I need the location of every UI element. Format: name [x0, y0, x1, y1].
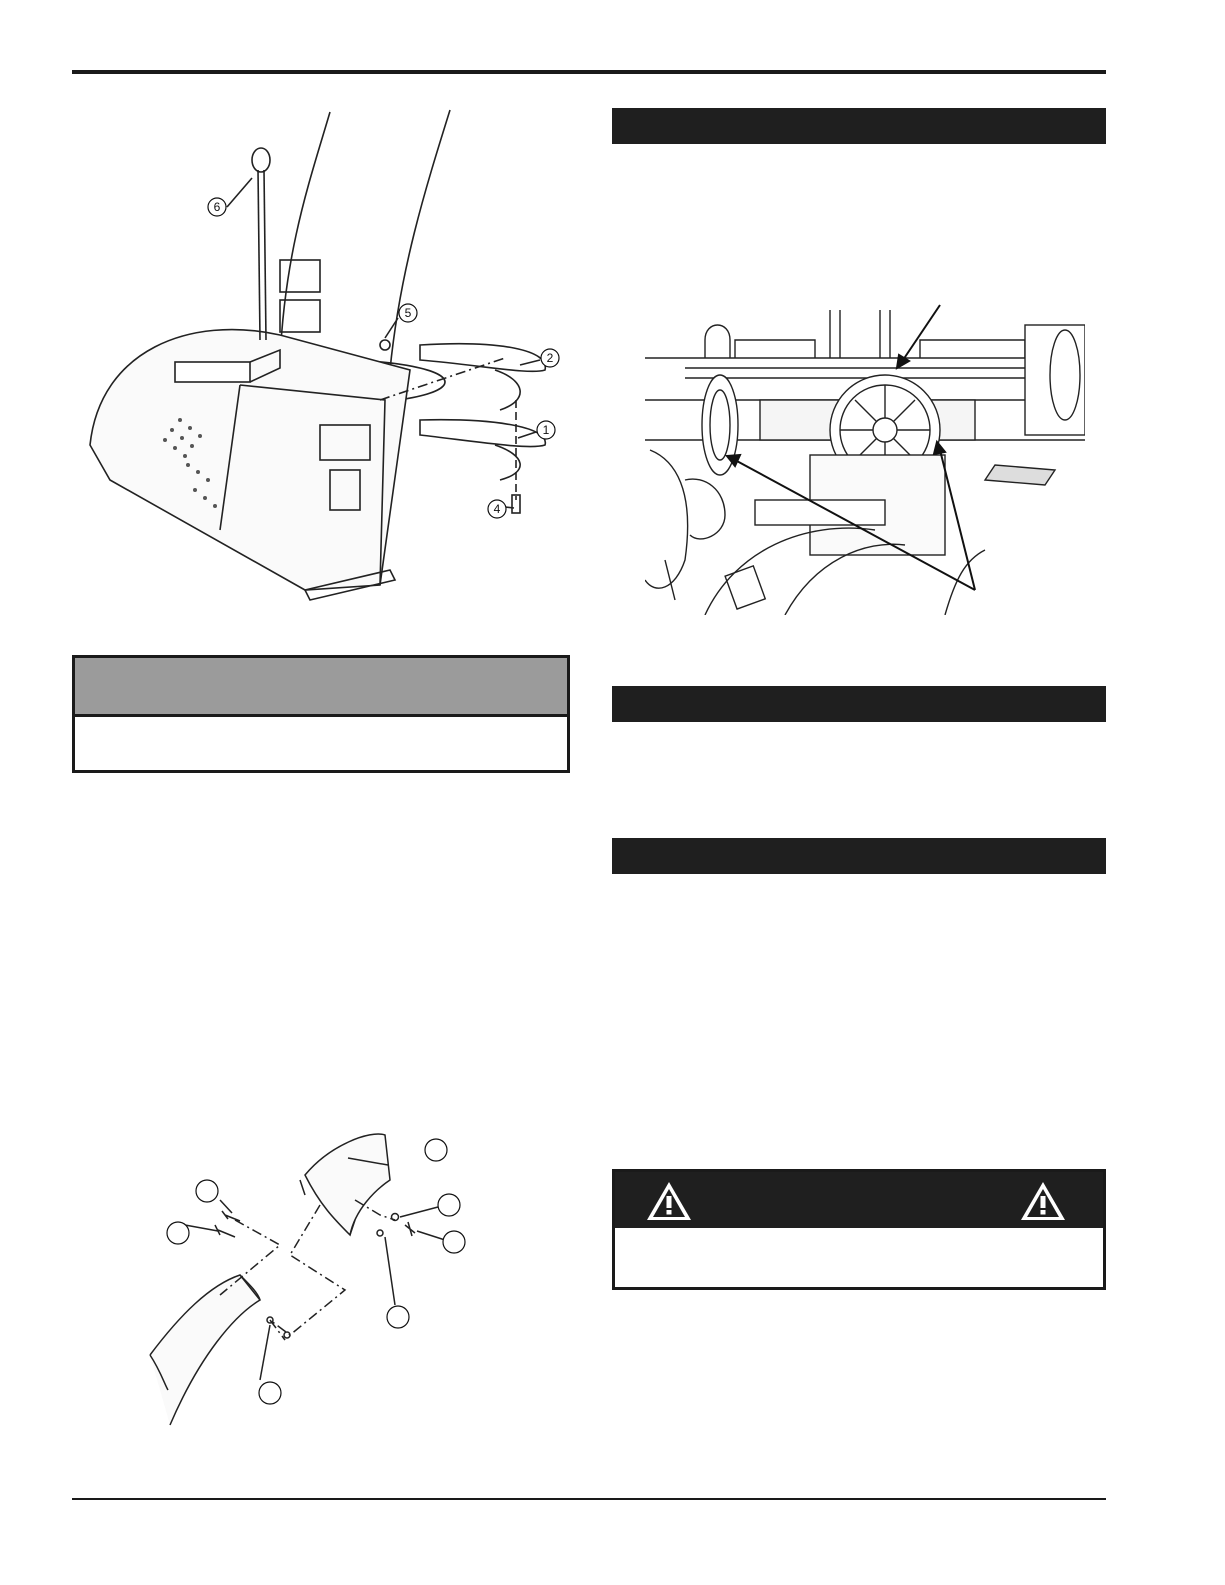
note-box-header — [75, 658, 567, 717]
section-bar-lower — [612, 838, 1106, 874]
callout-5 — [399, 304, 417, 322]
callout-5-label: 5 — [404, 306, 412, 320]
callout-blank — [196, 1180, 218, 1202]
callout-1-label: 1 — [542, 423, 550, 437]
callout-1 — [537, 421, 555, 439]
section-bar-middle — [612, 686, 1106, 722]
callout-blank — [443, 1231, 465, 1253]
callout-blank — [438, 1194, 460, 1216]
warning-triangle-icon — [1019, 1180, 1067, 1222]
callout-blank — [387, 1306, 409, 1328]
callout-blank — [425, 1139, 447, 1161]
roller-frame-figure — [645, 300, 1085, 615]
callout-4-label: 4 — [493, 502, 501, 516]
callout-2-label: 2 — [546, 351, 554, 365]
deflector-exploded-figure — [140, 1125, 480, 1445]
footer-rule — [72, 1498, 1106, 1500]
header-rule — [72, 70, 1106, 74]
callout-blank — [167, 1222, 189, 1244]
callout-4 — [488, 500, 506, 518]
note-box — [72, 655, 570, 773]
section-bar-top — [612, 108, 1106, 144]
warning-box — [612, 1169, 1106, 1290]
callout-6 — [208, 198, 226, 216]
warning-box-header — [615, 1172, 1103, 1228]
callout-2 — [541, 349, 559, 367]
warning-triangle-icon — [645, 1180, 693, 1222]
callout-6-label: 6 — [213, 200, 221, 214]
chute-assembly-figure — [80, 100, 580, 610]
callout-blank — [259, 1382, 281, 1404]
